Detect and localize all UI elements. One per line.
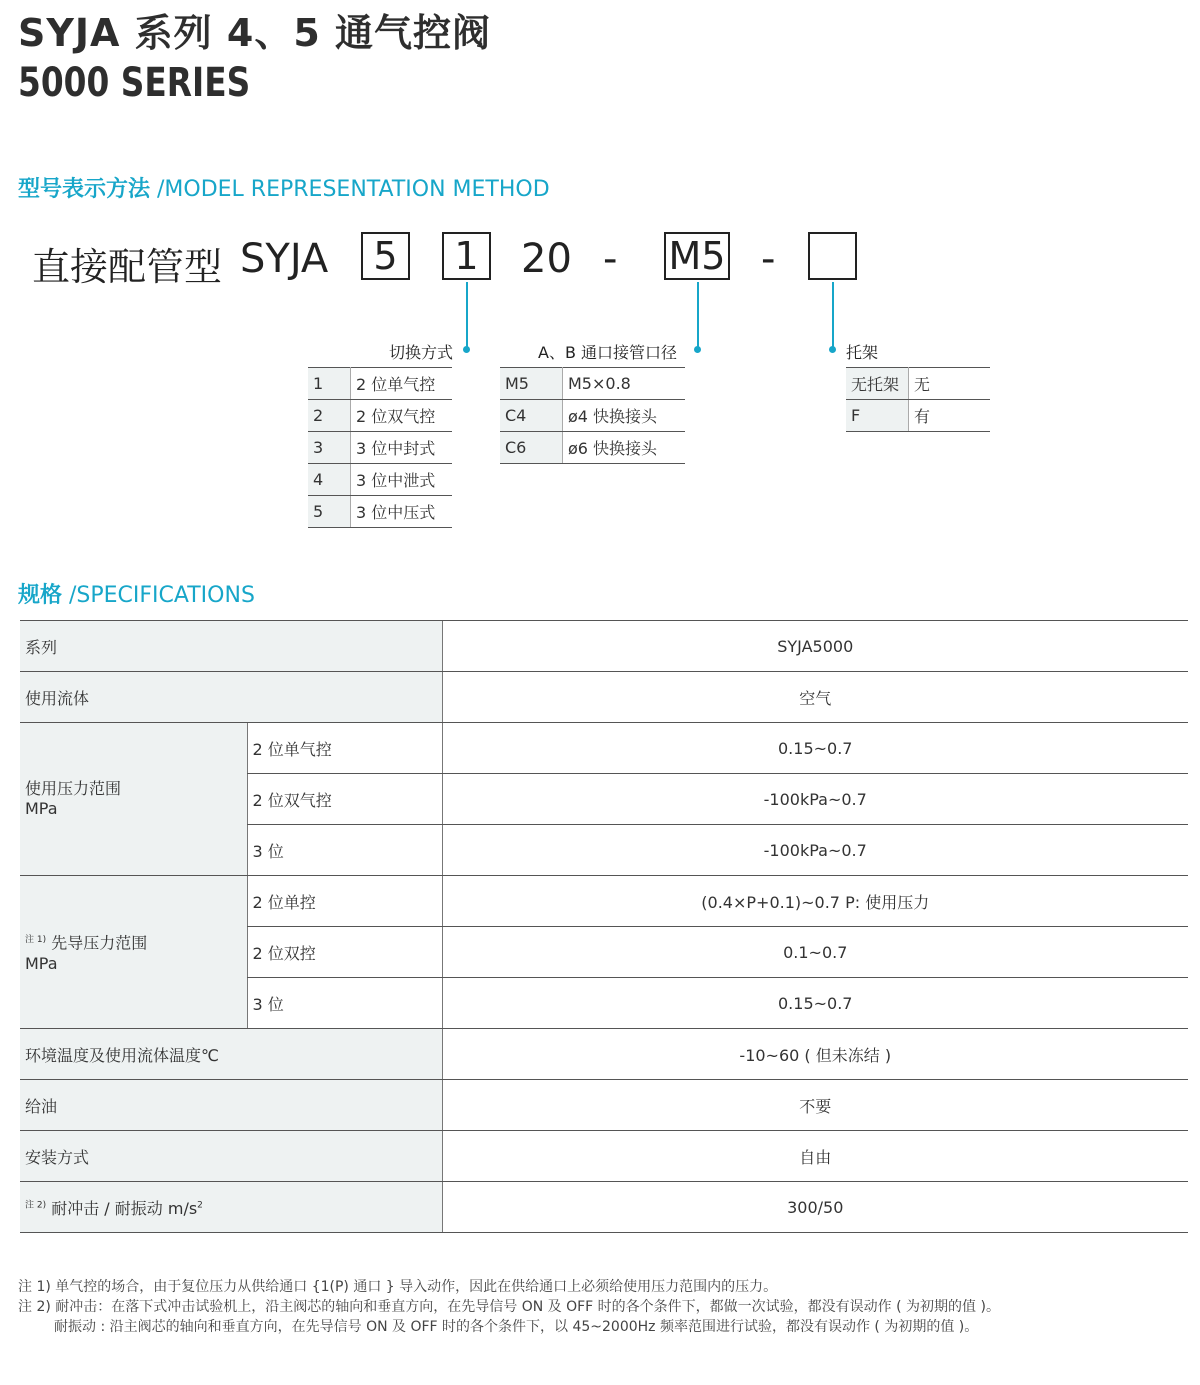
bracket-desc: 有 xyxy=(909,400,991,432)
spec-fluid-label: 使用流体 xyxy=(20,672,442,723)
spec-pilot-value: 0.1~0.7 xyxy=(442,927,1188,978)
model-box-bracket xyxy=(808,232,857,280)
spec-series-label: 系列 xyxy=(20,621,442,672)
table-row xyxy=(500,432,685,464)
switching-connector-line xyxy=(466,282,468,348)
model-dash-1: - xyxy=(603,236,618,282)
spec-pilot-sub: 2 位双控 xyxy=(247,927,442,978)
spec-pressure-value: -100kPa~0.7 xyxy=(442,774,1188,825)
table-row xyxy=(308,496,452,528)
spec-pressure-sub: 3 位 xyxy=(247,825,442,876)
spec-temp-value: -10~60 ( 但未冻结 ) xyxy=(442,1029,1188,1080)
switching-desc: 3 位中封式 xyxy=(351,432,453,464)
model-body-size: 20 xyxy=(521,236,572,282)
spec-pressure-sub: 2 位双气控 xyxy=(247,774,442,825)
spec-series-value: SYJA5000 xyxy=(442,621,1188,672)
model-heading-cn: 型号表示方法 xyxy=(18,177,151,202)
spec-pilot-sub: 2 位单控 xyxy=(247,876,442,927)
switching-code: 5 xyxy=(308,496,351,528)
table-row xyxy=(846,368,990,400)
table-row xyxy=(308,432,452,464)
bracket-desc: 无 xyxy=(909,368,991,400)
switching-code: 4 xyxy=(308,464,351,496)
bracket-code: 无托架 xyxy=(846,368,909,400)
model-code-row xyxy=(0,228,1200,288)
spec-pilot-label-cell xyxy=(20,876,247,1029)
switching-table xyxy=(308,367,452,528)
switching-code: 1 xyxy=(308,368,351,400)
spec-heading-cn: 规格 xyxy=(18,583,63,608)
port-code: C6 xyxy=(500,432,563,464)
model-heading-en: /MODEL REPRESENTATION METHOD xyxy=(150,177,550,202)
footnote-2: 注 2) 耐冲击：在落下式冲击试验机上，沿主阀芯的轴向和垂直方向，在先导信号 ON 及 OFF 时的各个条件下，都做一次试验，都没有误动作 ( 为初期的值 )。 xyxy=(18,1299,1000,1315)
spec-temp-label: 环境温度及使用流体温度℃ xyxy=(20,1029,442,1080)
footnote-1: 注 1) 单气控的场合，由于复位压力从供给通口 {1(P) 通口 } 导入动作，因此在供给通口上必须给使用压力范围内的压力。 xyxy=(18,1279,778,1295)
switching-desc: 3 位中泄式 xyxy=(351,464,453,496)
spec-oil-value: 不要 xyxy=(442,1080,1188,1131)
spec-pressure-sub: 2 位单气控 xyxy=(247,723,442,774)
spec-oil-label: 给油 xyxy=(20,1080,442,1131)
model-box-switch-type: 1 xyxy=(442,232,491,280)
spec-pilot-note-mark: 注 1) xyxy=(25,935,47,946)
model-dash-2: - xyxy=(761,236,776,282)
spec-pilot-value: (0.4×P+0.1)~0.7 P: 使用压力 xyxy=(442,876,1188,927)
bracket-code: F xyxy=(846,400,909,432)
spec-pressure-value: 0.15~0.7 xyxy=(442,723,1188,774)
port-code: C4 xyxy=(500,400,563,432)
table-row xyxy=(308,368,452,400)
table-row xyxy=(308,400,452,432)
bracket-connector-line xyxy=(832,282,834,348)
spec-pressure-unit: MPa xyxy=(25,799,58,818)
spec-pilot-unit: MPa xyxy=(25,953,58,973)
switching-desc: 2 位双气控 xyxy=(351,400,453,432)
port-table xyxy=(500,367,685,464)
table-row xyxy=(20,1029,1188,1080)
spec-pilot-sub: 3 位 xyxy=(247,978,442,1029)
table-row xyxy=(20,621,1188,672)
spec-impact-sup: 2 xyxy=(197,1200,203,1211)
port-desc: ø4 快换接头 xyxy=(563,400,686,432)
table-row xyxy=(500,368,685,400)
bracket-table xyxy=(846,367,990,432)
spec-table xyxy=(20,620,1188,1233)
table-row xyxy=(20,672,1188,723)
table-row xyxy=(20,876,1188,927)
spec-impact-label-cell xyxy=(20,1182,442,1233)
spec-section-heading xyxy=(18,578,255,609)
table-row xyxy=(500,400,685,432)
switching-title: 切换方式 xyxy=(389,343,454,362)
table-row xyxy=(308,464,452,496)
bracket-title: 托架 xyxy=(846,343,879,362)
bracket-connector-dot xyxy=(829,346,836,353)
switching-connector-dot xyxy=(463,346,470,353)
switching-code: 2 xyxy=(308,400,351,432)
model-prefix-label: 直接配管型 xyxy=(32,245,223,289)
spec-pressure-label-cell xyxy=(20,723,247,876)
spec-impact-note-mark: 注 2) xyxy=(25,1200,47,1211)
port-connector-line xyxy=(697,282,699,348)
port-code: M5 xyxy=(500,368,563,400)
table-row xyxy=(20,1080,1188,1131)
switching-desc: 2 位单气控 xyxy=(351,368,453,400)
model-box-port: M5 xyxy=(664,232,730,280)
port-title: A、B 通口接管口径 xyxy=(538,343,678,362)
port-desc: M5×0.8 xyxy=(563,368,686,400)
switching-code: 3 xyxy=(308,432,351,464)
port-desc: ø6 快换接头 xyxy=(563,432,686,464)
port-connector-dot xyxy=(694,346,701,353)
table-row xyxy=(20,1131,1188,1182)
page-title: SYJA 系列 4、5 通气控阀 xyxy=(18,11,492,55)
spec-impact-label: 耐冲击 / 耐振动 m/s xyxy=(51,1198,198,1218)
spec-pilot-label: 先导压力范围 xyxy=(51,933,148,953)
spec-pressure-label: 使用压力范围 xyxy=(25,779,122,798)
spec-impact-value: 300/50 xyxy=(442,1182,1188,1233)
model-series: SYJA xyxy=(240,236,329,282)
model-box-switching: 5 xyxy=(361,232,410,280)
model-section-heading xyxy=(18,172,550,203)
spec-mount-value: 自由 xyxy=(442,1131,1188,1182)
table-row xyxy=(20,1182,1188,1233)
page-subtitle: 5000 SERIES xyxy=(18,60,251,106)
spec-pressure-value: -100kPa~0.7 xyxy=(442,825,1188,876)
footnote-2-vibration: 耐振动 : 沿主阀芯的轴向和垂直方向，在先导信号 ON 及 OFF 时的各个条件下，以 45~2000Hz 频率范围进行试验，都没有误动作 ( 为初期的值 )。 xyxy=(54,1319,979,1335)
switching-desc: 3 位中压式 xyxy=(351,496,453,528)
spec-fluid-value: 空气 xyxy=(442,672,1188,723)
spec-pilot-value: 0.15~0.7 xyxy=(442,978,1188,1029)
table-row xyxy=(20,723,1188,774)
spec-mount-label: 安装方式 xyxy=(20,1131,442,1182)
spec-pilot-label-line xyxy=(25,930,242,953)
table-row xyxy=(846,400,990,432)
spec-heading-en: /SPECIFICATIONS xyxy=(62,583,255,608)
